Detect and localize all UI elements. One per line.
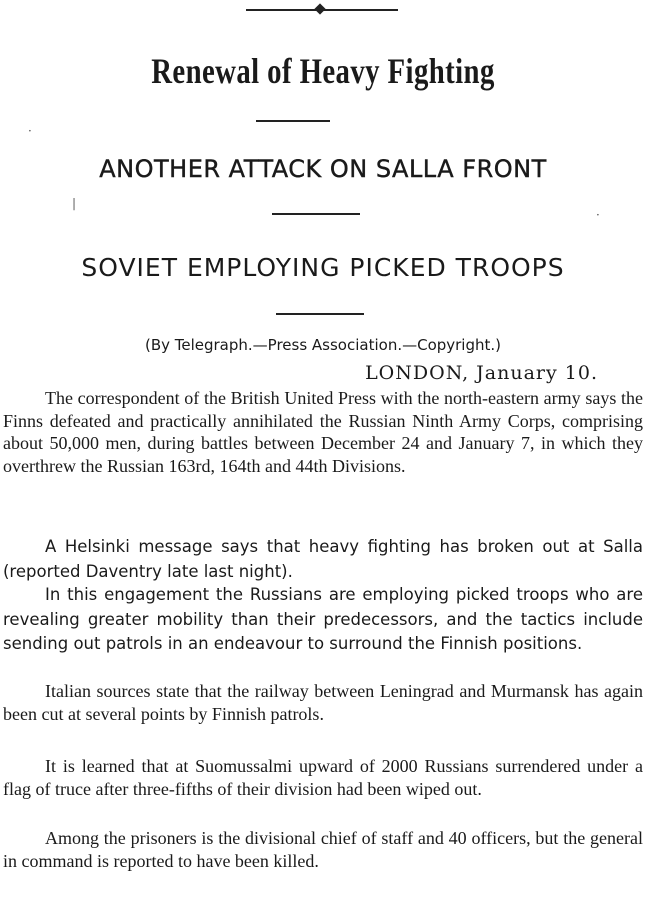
print-speck: · [596, 208, 600, 222]
article-paragraph: In this engagement the Russians are employing picked troops who are revealing greater mobility than their predecessors, and the tactics include sending out patrols in an endeavour to surround the Finnish positions. [3, 585, 643, 653]
top-ornament-rule [246, 9, 398, 11]
wire-credit: (By Telegraph.—Press Association.—Copyright.) [144, 336, 502, 354]
dateline: LONDON, January 10. [365, 362, 598, 384]
subheadline-2: SOVIET EMPLOYING PICKED TROOPS [81, 253, 565, 282]
ornament-diamond [314, 3, 325, 14]
article-paragraph: Among the prisoners is the divisional chief of staff and 40 officers, but the general in command is reported to have been killed. [3, 828, 643, 871]
headline: Renewal of Heavy Fighting [151, 51, 495, 91]
divider-rule [256, 120, 330, 122]
article-paragraph: A Helsinki message says that heavy fighting has broken out at Salla (reported Daventry late last night). [3, 537, 643, 581]
divider-rule [272, 213, 360, 215]
subheadline: ANOTHER ATTACK ON SALLA FRONT [99, 155, 547, 183]
print-speck: | [72, 196, 77, 210]
article-paragraph: It is learned that at Suomussalmi upward of 2000 Russians surrendered under a flag of truce after three-fifths of their division had been wiped out. [3, 756, 643, 799]
article-paragraph: The correspondent of the British United Press with the north-eastern army says the Finns defeated and practically annihilated the Russian Ninth Army Corps, comprising about 50,000 men, during battles between December 24 and January 7, in which they overthrew the Russian 163rd, 164th and 44th Divisions. [3, 388, 643, 476]
article-paragraph: Italian sources state that the railway between Leningrad and Murmansk has again been cut at several points by Finnish patrols. [3, 681, 643, 724]
print-speck: · [28, 124, 32, 138]
divider-rule [276, 313, 364, 315]
